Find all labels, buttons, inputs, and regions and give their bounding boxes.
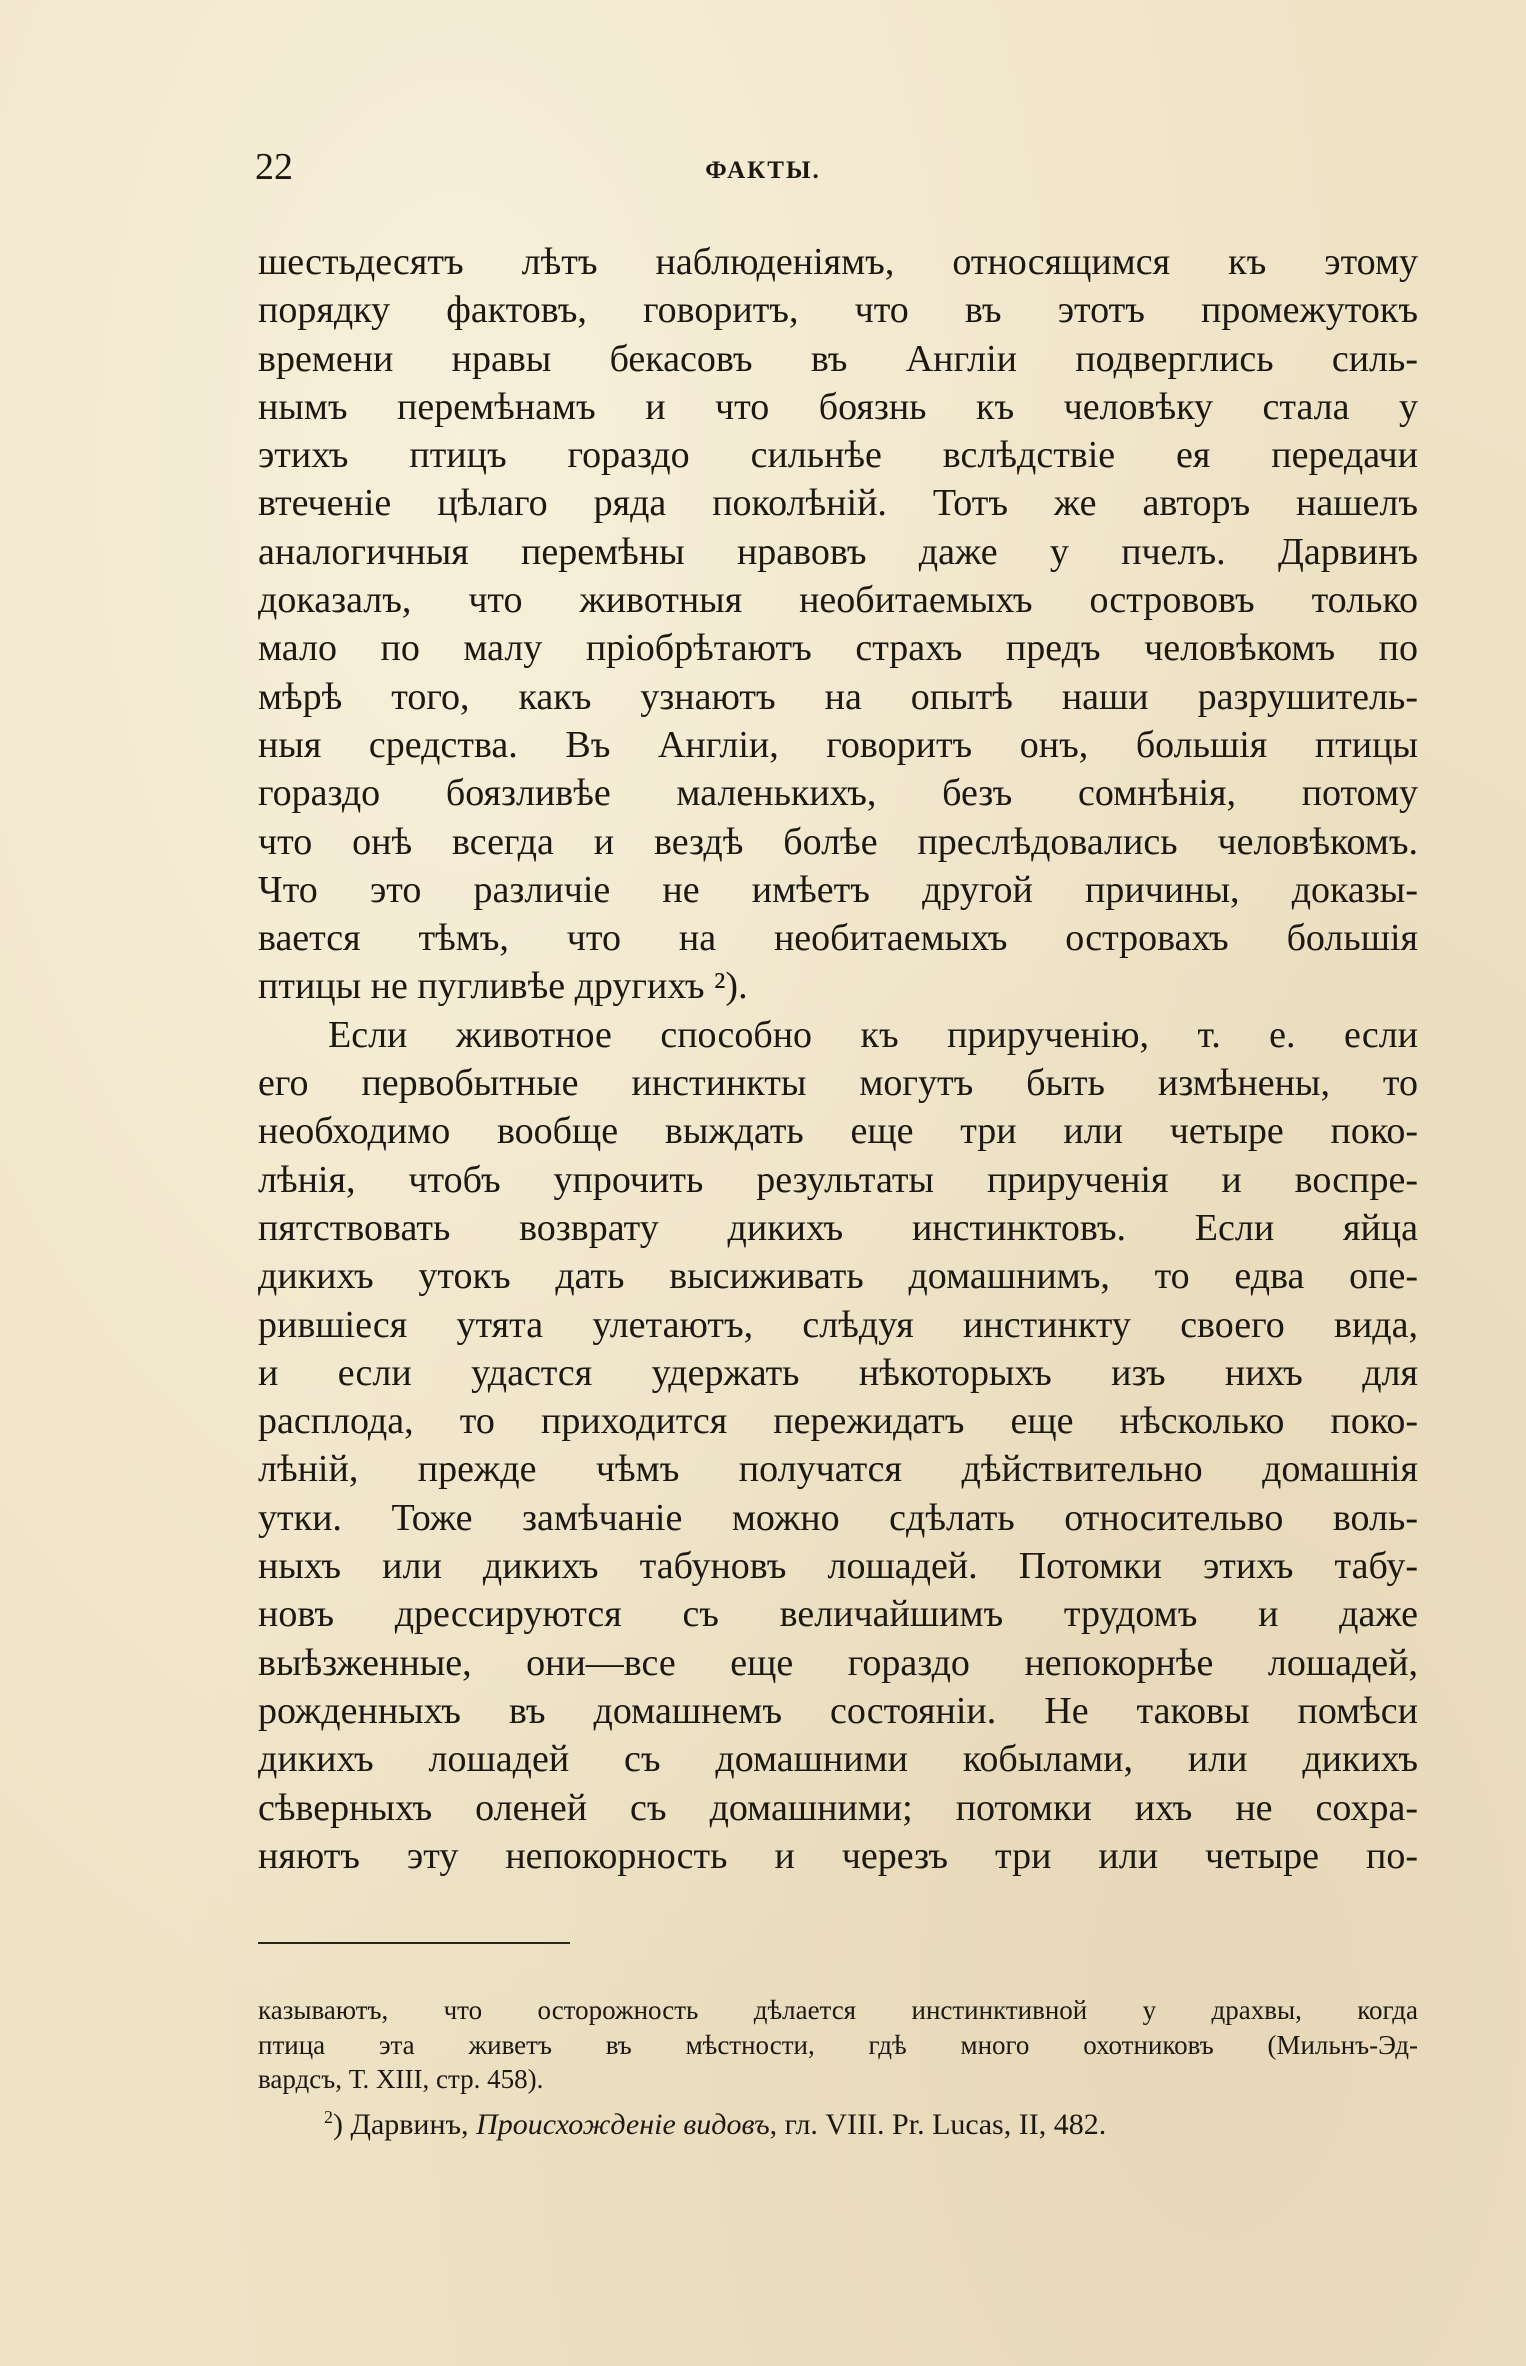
footnote-line: вардсъ, Т. XIII, стр. 458). [258, 2064, 544, 2094]
text-line: дикихъ утокъ дать высиживать домашнимъ, то едва опе- [258, 1255, 1418, 1298]
text-line: времени нравы бекасовъ въ Англіи подверглись силь- [258, 337, 1418, 380]
text-line: рожденныхъ въ домашнемъ состояніи. Не таковы помѣси [258, 1689, 1418, 1732]
text-line: сѣверныхъ оленей съ домашними; потомки ихъ не сохра- [258, 1786, 1418, 1829]
text-line: дикихъ лошадей съ домашними кобылами, или дикихъ [258, 1738, 1418, 1781]
page-number: 22 [255, 146, 293, 188]
text-line: лѣнія, чтобъ упрочить результаты прирученія и воспре- [258, 1158, 1418, 1201]
text-line: вается тѣмъ, что на необитаемыхъ островахъ большія [258, 917, 1418, 960]
text-line: гораздо боязливѣе маленькихъ, безъ сомнѣнія, потому [258, 772, 1418, 815]
text-line: и если удастся удержать нѣкоторыхъ изъ нихъ для [258, 1351, 1418, 1394]
text-line: выѣзженные, они—все еще гораздо непокорнѣе лошадей, [258, 1641, 1418, 1684]
text-line: птицы не пугливѣе другихъ ²). [258, 965, 748, 1008]
text-line: рившіеся утята улетаютъ, слѣдуя инстинкту своего вида, [258, 1303, 1418, 1346]
text-line: необходимо вообще выждать еще три или четыре поко- [258, 1110, 1418, 1153]
text-line: расплода, то приходится пережидатъ еще нѣсколько поко- [258, 1400, 1418, 1443]
text-line: няютъ эту непокорность и черезъ три или четыре по- [258, 1834, 1418, 1877]
text-line: что онѣ всегда и вездѣ болѣе преслѣдовались человѣкомъ. [258, 820, 1418, 863]
running-head: ФАКТЫ. [705, 157, 821, 184]
text-line: ныя средства. Въ Англіи, говоритъ онъ, большія птицы [258, 723, 1418, 766]
footnotes [258, 1993, 1418, 2141]
text-line: мало по малу пріобрѣтаютъ страхъ предъ человѣкомъ по [258, 627, 1418, 670]
text-line: новъ дрессируются съ величайшимъ трудомъ и даже [258, 1593, 1418, 1636]
text-line: Если животное способно къ прирученію, т. е. если [328, 1013, 1418, 1056]
footnote-line: казываютъ, что осторожность дѣлается инстинктивной у драхвы, когда [258, 1995, 1418, 2025]
text-line: порядку фактовъ, говоритъ, что въ этотъ промежутокъ [258, 289, 1418, 332]
footnote-divider [258, 1942, 570, 1944]
footnote-text: ) Дарвинъ, [333, 2107, 477, 2141]
body-text [258, 238, 1418, 1880]
text-line: мѣрѣ того, какъ узнаютъ на опытѣ наши разрушитель- [258, 675, 1418, 718]
text-line: ныхъ или дикихъ табуновъ лошадей. Потомки этихъ табу- [258, 1545, 1418, 1588]
text-line: его первобытные инстинкты могутъ быть измѣнены, то [258, 1062, 1418, 1105]
text-line: этихъ птицъ гораздо сильнѣе вслѣдствіе ея передачи [258, 434, 1418, 477]
footnote-line: птица эта живетъ въ мѣстности, гдѣ много охотниковъ (Мильнъ-Эд- [258, 2029, 1418, 2060]
text-line: шестьдесятъ лѣтъ наблюденіямъ, относящимся къ этому [258, 241, 1418, 283]
text-line: лѣній, прежде чѣмъ получатся дѣйствительно домашнія [258, 1448, 1418, 1491]
footnote-2 [258, 2097, 1418, 2141]
footnote-book-title: Происхожденіе видовъ [476, 2107, 770, 2141]
footnote-marker: 2 [324, 2106, 333, 2127]
text-line: втеченіе цѣлаго ряда поколѣній. Тотъ же авторъ нашелъ [258, 482, 1418, 525]
text-line: аналогичныя перемѣны нравовъ даже у пчелъ. Дарвинъ [258, 530, 1418, 573]
text-line: утки. Тоже замѣчаніе можно сдѣлать относительво воль- [258, 1496, 1418, 1539]
text-line: нымъ перемѣнамъ и что боязнь къ человѣку стала у [258, 385, 1418, 428]
footnote-text: , гл. VIII. Pr. Lucas, II, 482. [769, 2107, 1107, 2141]
text-line: доказалъ, что животныя необитаемыхъ острововъ только [258, 579, 1418, 622]
text-line: Что это различіе не имѣетъ другой причины, доказы- [258, 868, 1418, 911]
text-line: пятствовать возврату дикихъ инстинктовъ. Если яйца [258, 1206, 1418, 1249]
